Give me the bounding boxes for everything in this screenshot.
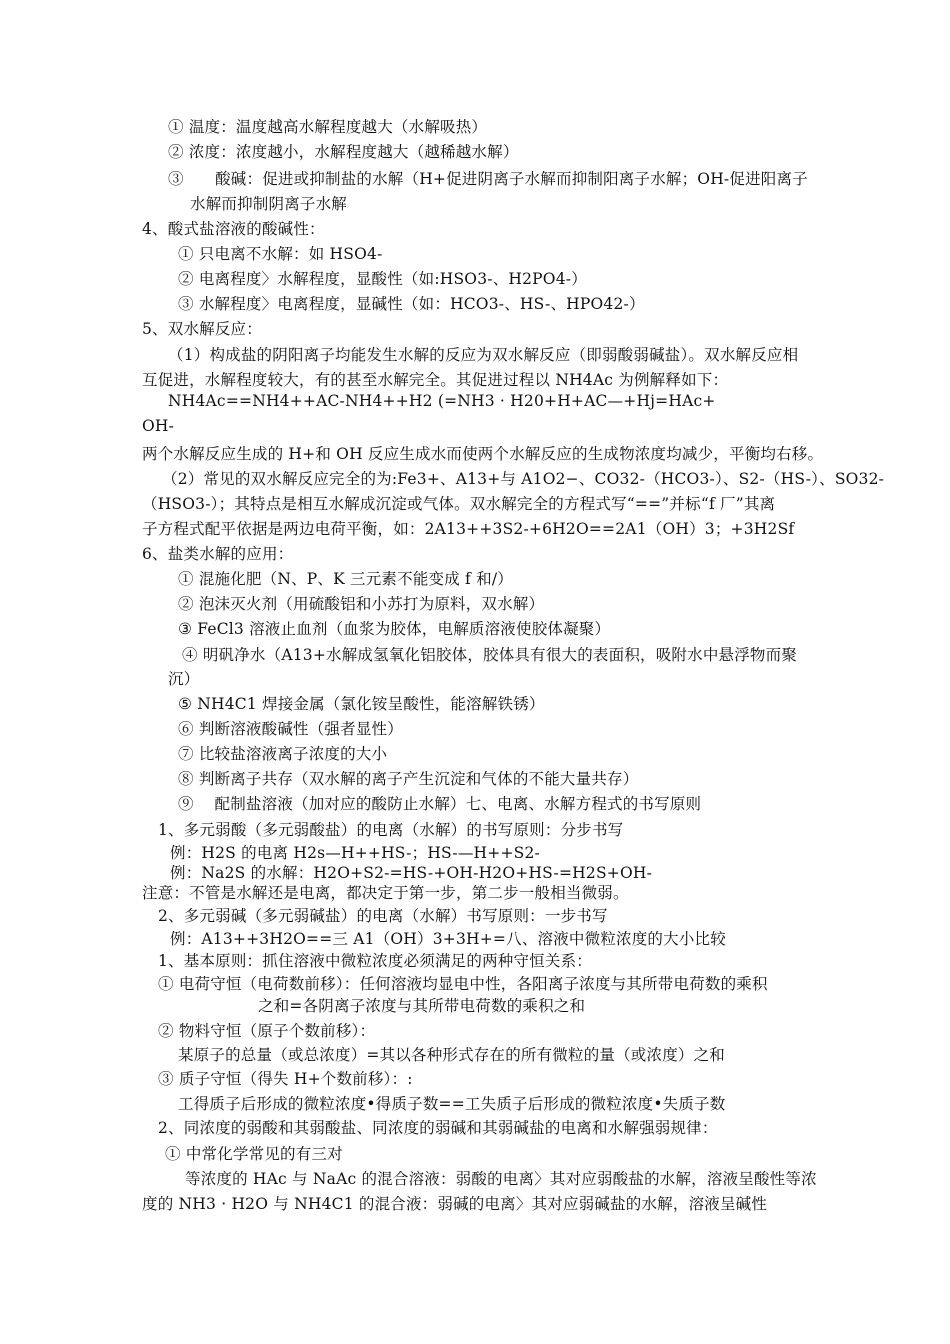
text-line: 两个水解反应生成的 H+和 OH 反应生成水而使两个水解反应的生成物浓度均减少，平衡均右移。 bbox=[142, 445, 824, 463]
text-line: （HSO3-）；其特点是相互水解成沉淀或气体。双水解完全的方程式写“==”并标“f 厂”其离 bbox=[142, 495, 776, 513]
equation-line: 例：H2S 的电离 H2s—H++HS-；HS-—H++S2- bbox=[170, 844, 540, 862]
note-line: 注意：不管是水解还是电离，都决定于第一步，第二步一般相当微弱。 bbox=[142, 884, 629, 902]
list-item: ⑤ NH4C1 焊接金属（氯化铵呈酸性，能溶解铁锈） bbox=[178, 695, 545, 713]
list-item: ③ FeCl3 溶液止血剂（血浆为胶体，电解质溶液使胶体凝聚） bbox=[178, 620, 611, 638]
section-heading: 6、盐类水解的应用： bbox=[142, 545, 294, 563]
section-heading: 4、酸式盐溶液的酸碱性： bbox=[142, 220, 325, 238]
text-line: 水解而抑制阴离子水解 bbox=[190, 195, 348, 213]
text-line: ② 电离程度〉水解程度，显酸性（如:HSO3-、H2PO4-） bbox=[178, 270, 587, 288]
text-line: 之和=各阴离子浓度与其所带电荷数的乘积之和 bbox=[258, 997, 586, 1015]
list-item: ④ 明矾净水（A13+水解成氢氧化铝胶体，胶体具有很大的表面积，吸附水中悬浮物而聚 bbox=[182, 646, 798, 664]
text-line: 等浓度的 HAc 与 NaAc 的混合溶液：弱酸的电离〉其对应弱酸盐的水解，溶液呈酸性等浓 bbox=[185, 1170, 817, 1188]
list-item: ① 电荷守恒（电荷数前移）：任何溶液均显电中性，各阳离子浓度与其所带电荷数的乘积 bbox=[158, 975, 768, 993]
list-item: ③ 质子守恒（得失 H+个数前移）：: bbox=[158, 1070, 413, 1088]
section-heading: 5、双水解反应： bbox=[142, 320, 262, 338]
text-line: OH- bbox=[142, 417, 175, 435]
list-item: ① 中常化学常见的有三对 bbox=[165, 1145, 343, 1163]
text-line: 度的 NH3 · H2O 与 NH4C1 的混合液：弱碱的电离〉其对应弱碱盐的水解，溶液呈碱性 bbox=[142, 1195, 768, 1213]
list-item: ⑥ 判断溶液酸碱性（强者显性） bbox=[178, 720, 403, 738]
text-line: 互促进，水解程度较大，有的甚至水解完全。其促进过程以 NH4Ac 为例解释如下： bbox=[142, 371, 729, 389]
equation-line: NH4Ac==NH4++AC-NH4++H2 (=NH3 · H20+H+AC—+Hj=HAc+ bbox=[168, 392, 716, 410]
list-item: ⑧ 判断离子共存（双水解的离子产生沉淀和气体的不能大量共存） bbox=[178, 770, 639, 788]
text-line: ① 只电离不水解：如 HSO4- bbox=[178, 245, 383, 263]
text-line: 某原子的总量（或总浓度）=其以各种形式存在的所有微粒的量（或浓度）之和 bbox=[178, 1046, 725, 1064]
text-line: （2）常见的双水解反应完全的为:Fe3+、A13+与 A1O2−、CO32-（HCO3-）、S2-（HS-）、SO32- bbox=[162, 470, 885, 488]
list-item: 沉） bbox=[168, 670, 200, 688]
text-line: ③ 酸碱：促进或抑制盐的水解（H+促进阴离子水解而抑制阳离子水解；OH-促进阳离子 bbox=[168, 170, 808, 188]
text-line: 1、基本原则：抓住溶液中微粒浓度必须满足的两种守恒关系： bbox=[158, 952, 592, 970]
text-line: 2、多元弱碱（多元弱碱盐）的电离（水解）书写原则：一步书写 bbox=[158, 907, 608, 925]
text-line: （1）构成盐的阴阳离子均能发生水解的反应为双水解反应（即弱酸弱碱盐）。双水解反应相 bbox=[168, 346, 799, 364]
text-line: ① 温度：温度越高水解程度越大（水解吸热） bbox=[168, 118, 488, 136]
text-line: 子方程式配平依据是两边电荷平衡，如：2A13++3S2-+6H2O==2A1（OH）3；+3H2Sf bbox=[142, 520, 795, 538]
list-item: ⑨ 配制盐溶液（加对应的酸防止水解）七、电离、水解方程式的书写原则 bbox=[178, 795, 702, 813]
list-item: ② 物料守恒（原子个数前移）： bbox=[158, 1022, 376, 1040]
text-line: 2、同浓度的弱酸和其弱酸盐、同浓度的弱碱和其弱碱盐的电离和水解强弱规律： bbox=[158, 1119, 718, 1137]
text-line: 1、多元弱酸（多元弱酸盐）的电离（水解）的书写原则：分步书写 bbox=[158, 821, 624, 839]
equation-line: 例：A13++3H2O==三 A1（OH）3+3H+=八、溶液中微粒浓度的大小比较 bbox=[170, 930, 726, 948]
text-line: 工得质子后形成的微粒浓度•得质子数==工失质子后形成的微粒浓度•失质子数 bbox=[178, 1095, 726, 1113]
text-line: ② 浓度：浓度越小，水解程度越大（越稀越水解） bbox=[168, 143, 519, 161]
text-line: ③ 水解程度〉电离程度，显碱性（如：HCO3-、HS-、HPO42-） bbox=[178, 295, 645, 313]
list-item: ② 泡沫灭火剂（用硫酸铝和小苏打为原料，双水解） bbox=[178, 595, 545, 613]
list-item: ⑦ 比较盐溶液离子浓度的大小 bbox=[178, 745, 388, 763]
list-item: ① 混施化肥（N、P、K 三元素不能变成 f 和/） bbox=[178, 570, 513, 588]
equation-line: 例：Na2S 的水解：H2O+S2-=HS-+OH-H2O+HS-=H2S+OH- bbox=[170, 864, 653, 882]
